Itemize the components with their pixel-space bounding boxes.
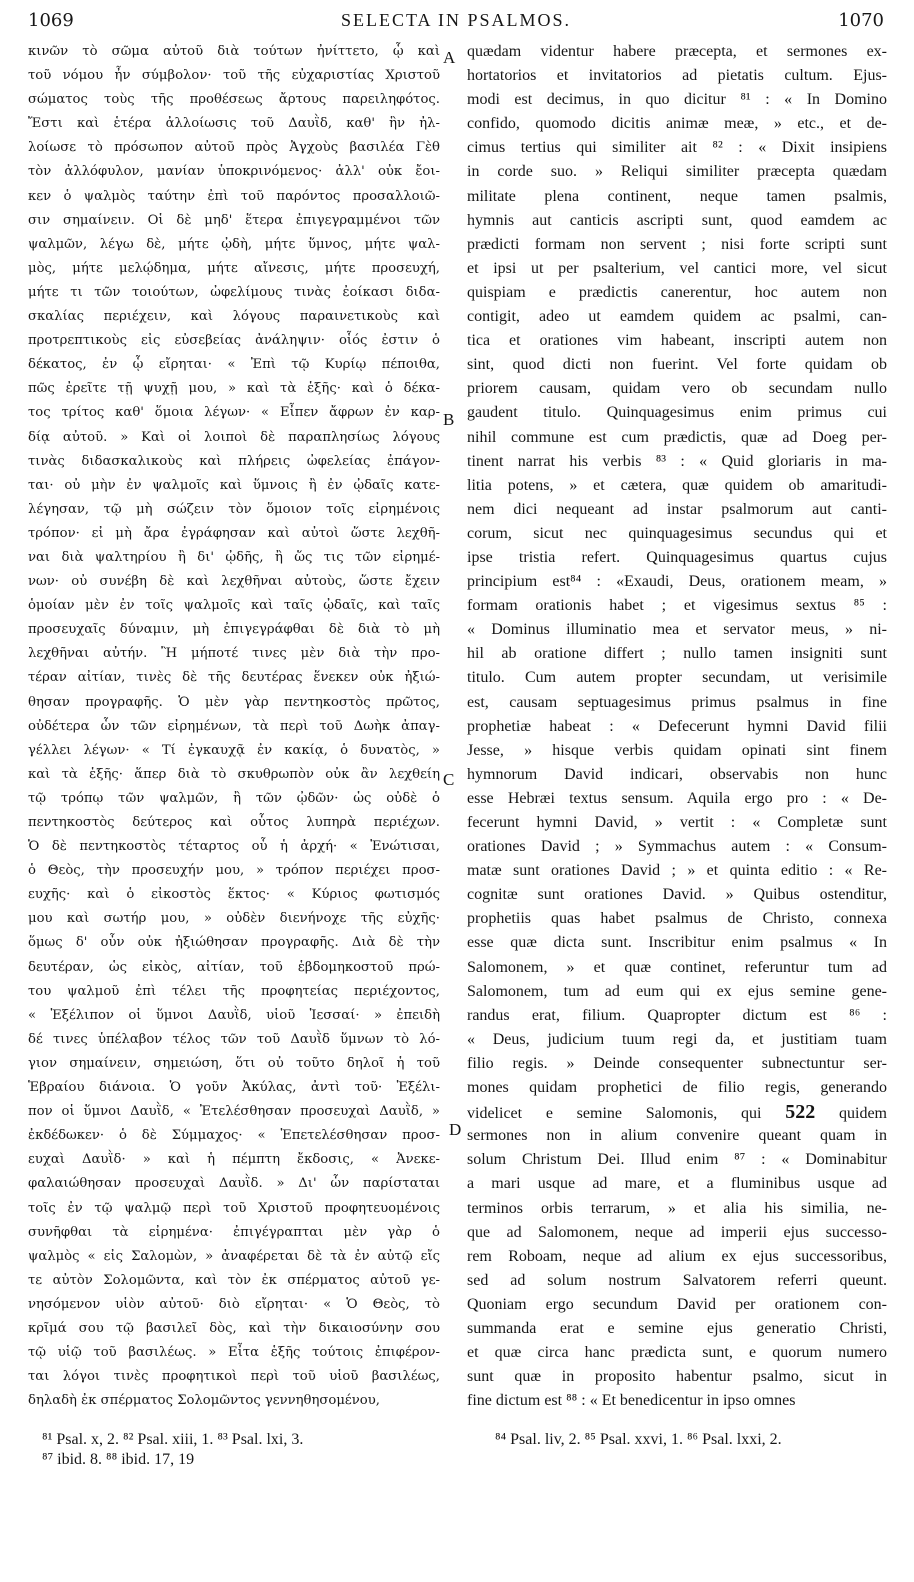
greek-text-line: κρῖμά σου τῷ βασιλεῖ δὸς, καὶ τὴν δικαιοσύνην σου bbox=[28, 1320, 440, 1336]
greek-text-line: φαλαιώθησαν προσευχαὶ Δαυῒδ. » Δι' ὧν παρίσταται bbox=[28, 1176, 440, 1192]
greek-text-line: πον οἱ ὕμνοι Δαυῒδ, « Ἐτελέσθησαν προσευχαὶ Δαυῒδ, » bbox=[28, 1104, 440, 1120]
latin-text-line: prophetiæ habeat : « Defecerunt hymni David filii bbox=[467, 717, 887, 735]
footnote-line: ⁸⁴ Psal. liv, 2. ⁸⁵ Psal. xxvi, 1. ⁸⁶ Psal. lxxi, 2. bbox=[495, 1431, 782, 1448]
page-header bbox=[28, 10, 884, 36]
greek-text-line: τος τρίτος καθ' ὅμοια λέγων· « Εἶπεν ἄφρων ἐν καρ- bbox=[28, 405, 440, 421]
latin-text-line: prophetiis quas habet psalmus de Christo, connexa bbox=[467, 910, 887, 928]
greek-text-line: ὁ Θεὸς, τὴν προσευχήν μου, » τρόπον περιέχει προσ- bbox=[28, 863, 440, 879]
greek-text-line: δευτέραν, ὡς εἰκὸς, αἰτίαν, τοῦ ἑβδομηκοστοῦ πρώ- bbox=[28, 959, 440, 975]
greek-text-line: Ἑβραίου διάνοια. Ὁ γοῦν Ἀκύλας, ἀντὶ τοῦ· Ἐξέλι- bbox=[28, 1080, 440, 1096]
greek-text-line: τε αὐτὸν Σολομῶντα, καὶ τὸν ἐκ σπέρματος αὐτοῦ γε- bbox=[28, 1272, 440, 1288]
greek-text-line: τινὰς διδασκαλικοὺς καὶ πλήρεις ὠφελείας ἐπάγον- bbox=[28, 453, 440, 469]
latin-text-line: est, causam septuagesimus primus psalmus in fine bbox=[467, 693, 887, 711]
greek-text-line: συνῆφθαι τὰ εἰρημένα· ἐπιγέγραπται μὲν γὰρ ὁ bbox=[28, 1224, 440, 1240]
latin-text-line: confido, quomodo dicitis animæ meæ, » etc., et de- bbox=[467, 115, 887, 133]
latin-text-line: solum Christum Dei. Illud enim ⁸⁷ : « Dominabitur bbox=[467, 1151, 887, 1169]
latin-text-line: prædicti formam non servent ; nisi forte scripti sunt bbox=[467, 235, 887, 253]
latin-text-line: que ad Salomonem, neque ad imperii ejus successo- bbox=[467, 1223, 887, 1241]
latin-text-line: nem dici nequeant ad instar psalmorum aut canti- bbox=[467, 500, 887, 518]
greek-text-line: οὐδέτερα ὧν τῶν εἰρημένων, τὰ περὶ τοῦ Δωὴκ ἀπαγ- bbox=[28, 718, 440, 734]
latin-text-line: Quoniam ergo secundum David per orationem con- bbox=[467, 1295, 887, 1313]
latin-text-line: summanda erat e semine ejus generatio Christi, bbox=[467, 1319, 887, 1337]
greek-text-line: Ὁ δὲ πεντηκοστὸς τέταρτος οὗ ἡ ἀρχή· « Ἐνώτισαι, bbox=[28, 839, 440, 855]
latin-text-line: nihil commune est cum prædictis, quæ ad Doeg per- bbox=[467, 428, 887, 446]
greek-text-line: δέκατος, ἐν ᾧ εἴρηται· « Ἐπὶ τῷ Κυρίῳ πέποιθα, bbox=[28, 357, 440, 373]
greek-text-line: ἐκδέδωκεν· ὁ δὲ Σύμμαχος· « Ἐπετελέσθησαν προσ- bbox=[28, 1128, 440, 1144]
latin-text-line: videlicet e semine Salomonis, qui 522 quidem bbox=[467, 1101, 887, 1124]
greek-text-line: Ἔστι καὶ ἑτέρα ἀλλοίωσις τοῦ Δαυῒδ, καθ' ἣν ἠλ- bbox=[28, 116, 440, 132]
greek-text-line: τέραν αἰτίαν, τινὲς δὲ τῆς δευτέρας ἕνεκεν οὐκ ἠξιώ- bbox=[28, 670, 440, 686]
greek-text-line: καὶ τὰ ἑξῆς· ἅπερ διὰ τὸ σκυθρωπὸν οὐκ ἂν λεχθείη bbox=[28, 766, 440, 782]
greek-text-line: ὁμοίαν μὲν ἐν τοῖς ψαλμοῖς καὶ ταῖς ᾠδαῖς, καὶ ταῖς bbox=[28, 598, 440, 614]
latin-text-line: randus erat, filium. Quapropter dictum est ⁸⁶ : bbox=[467, 1006, 887, 1024]
latin-text-line: et quæ circa hanc prædicta sunt, e quorum numero bbox=[467, 1344, 887, 1362]
margin-letter-d: D bbox=[449, 1120, 462, 1139]
running-title: SELECTA IN PSALMOS. bbox=[340, 10, 572, 30]
latin-text-line: esse quæ dicta sunt. Inscribitur enim psalmus « In bbox=[467, 934, 887, 952]
latin-text-line: esse Hebræi textus sensum. Aquila ergo pro : « De- bbox=[467, 789, 887, 807]
greek-text-line: τοῦ νόμου ἦν σύμβολον· τοῦ τῆς εὐχαριστίας Χριστοῦ bbox=[28, 68, 440, 84]
footnotes-right bbox=[495, 1430, 895, 1450]
latin-text-line: militate plena continent, neque tamen psalmis, bbox=[467, 187, 887, 205]
right-page-number: 1070 bbox=[838, 10, 884, 31]
greek-text-line: τὸν ἀλλόφυλον, μανίαν ὑποκρινόμενος· ἀλλ' οὐκ ἔοι- bbox=[28, 164, 440, 180]
latin-text-fragment: quidem bbox=[815, 1105, 887, 1123]
greek-text-column bbox=[28, 40, 440, 1413]
margin-letter-a: A bbox=[443, 48, 456, 67]
greek-text-line: ψαλμὸς « εἰς Σαλομὼν, » ἀναφέρεται δὲ τὰ ἐν αὐτῷ εἴς bbox=[28, 1248, 440, 1264]
greek-text-line: λεχθῆναι αὐτήν. Ἢ μήποτέ τινες μὲν διὰ τὴν προ- bbox=[28, 646, 440, 662]
latin-text-line: hortatorios et invitatorios ad pietatis cultum. Ejus- bbox=[467, 67, 887, 85]
latin-text-line: quædam videntur habere præcepta, et sermones ex- bbox=[467, 43, 887, 60]
latin-text-line: titulo. Cum autem propter secundam, ut verisimile bbox=[467, 669, 887, 687]
greek-text-line: ὅμως δ' οὖν οὐκ ἠξιώθησαν προγραφῆς. Διὰ δὲ τὴν bbox=[28, 935, 440, 951]
greek-text-line: σιν σημαίνειν. Οἱ δὲ μηδ' ἕτερα ἐπιγεγραμμένοι τῶν bbox=[28, 212, 440, 228]
latin-text-line: corum, sicut nec quinquagesimus secundus qui et bbox=[467, 524, 887, 542]
greek-text-line: κεν ὁ ψαλμὸς ταύτην ἐπὶ τοῦ παρόντος προσαλλοιῶ- bbox=[28, 188, 440, 204]
greek-text-line: ναι διὰ ψαλτηρίου ἢ δι' ᾠδῆς, ἢ ὥς τις τῶν εἰρημέ- bbox=[28, 549, 440, 565]
latin-text-line: matæ sunt orationes David ; » et quinta editio : « Re- bbox=[467, 862, 887, 880]
greek-text-line: μὸς, μήτε μελῴδημα, μήτε αἴνεσις, μήτε προσευχή, bbox=[28, 260, 440, 276]
greek-text-line: γιον σημαίνειν, σημειώση, ὅτι οὐ τοῦτο δηλοῖ ἡ τοῦ bbox=[28, 1055, 440, 1071]
greek-text-line: του ψαλμοῦ ἐπὶ τέλει τῆς προφητείας περιέχοντος, bbox=[28, 983, 440, 999]
greek-text-line: τῷ τρόπῳ τῶν ψαλμῶν, ἢ τῶν ᾠδῶν· ὡς οὐδὲ ὁ bbox=[28, 790, 440, 806]
column-number: 522 bbox=[785, 1101, 816, 1124]
greek-text-line: νων· οὐ συνέβη δὲ καὶ λεχθῆναι αὐτοὺς, ὥστε ἔχειν bbox=[28, 574, 440, 590]
greek-text-line: σκαλίας περιέχειν, καὶ λόγους παραινετικοὺς καὶ bbox=[28, 309, 440, 325]
latin-text-line: sed ad solum nostrum Salvatorem referri queunt. bbox=[467, 1271, 887, 1289]
latin-text-line: sermones non in alium convenire queant quam in bbox=[467, 1127, 887, 1145]
latin-text-line: terminos orbis terrarum, » et alia his similia, ne- bbox=[467, 1199, 887, 1217]
footnote-line: ⁸⁷ ibid. 8. ⁸⁸ ibid. 17, 19 bbox=[42, 1451, 195, 1468]
greek-text-line: δέ τινες ὑπέλαβον τέλος τῶν τοῦ Δαυῒδ ὕμνων τὸ λό- bbox=[28, 1031, 440, 1047]
latin-text-line: modi est decimus, in quo dicitur ⁸¹ : « In Domino bbox=[467, 91, 887, 109]
latin-text-line: gaudent titulo. Quinquagesimus enim primus cui bbox=[467, 404, 887, 422]
latin-text-line: fine dictum est ⁸⁸ : « Et benedicentur in ipso omnes bbox=[467, 1392, 796, 1410]
latin-text-line: hymnorum David indicari, observabis non hunc bbox=[467, 765, 887, 783]
greek-text-line: θησαν προγραφῆς. Ὁ μὲν γὰρ πεντηκοστὸς πρῶτος, bbox=[28, 694, 440, 710]
greek-text-line: μου καὶ σωτήρ μου, » οὐδὲν διενήνοχε τῆς εὐχῆς· bbox=[28, 911, 440, 927]
latin-text-line: et ipsi ut per psalterium, vel cantici more, vel sicut bbox=[467, 259, 887, 277]
greek-text-line: τῷ υἱῷ τοῦ βασιλέως. » Εἶτα ἑξῆς τούτοις ἐπιφέρον- bbox=[28, 1345, 440, 1361]
greek-text-line: πῶς ἐρεῖτε τῇ ψυχῇ μου, » καὶ τὰ ἑξῆς· καὶ ὁ δέκα- bbox=[28, 381, 440, 397]
left-page-number: 1069 bbox=[28, 10, 74, 31]
latin-text-line: quispiam e prædictis canerentur, hoc autem non bbox=[467, 283, 887, 301]
latin-text-line: contigit, adeo ut eamdem quidem ac psalmi, can- bbox=[467, 308, 887, 326]
greek-text-line: γέλλει λέγων· « Τί ἐγκαυχᾷ ἐν κακίᾳ, ὁ δυνατὸς, » bbox=[28, 742, 440, 758]
latin-text-line: priorem causam, quidam vero ob secundam nullo bbox=[467, 380, 887, 398]
greek-text-line: ται· οὐ μὴν ἐν ψαλμοῖς καὶ ὕμνοις ἢ ἐν ᾠδαῖς κατε- bbox=[28, 477, 440, 493]
latin-text-line: Salomonem, » et quæ continet, referuntur tum ad bbox=[467, 958, 887, 976]
latin-text-line: « Dominus illuminatio mea et servator meus, » ni- bbox=[467, 621, 887, 639]
greek-text-line: τοῖς ἐν τῷ ψαλμῷ περὶ τοῦ Χριστοῦ προφητευομένοις bbox=[28, 1200, 440, 1216]
latin-text-column bbox=[467, 40, 887, 1413]
greek-text-line: λοίωσε τὸ πρόσωπον αὐτοῦ πρὸς Ἀγχοὺς βασιλέα Γὲθ bbox=[28, 140, 440, 156]
greek-text-line: νησόμενον υἱὸν αὐτοῦ· διὸ εἴρηται· « Ὁ Θεὸς, τὸ bbox=[28, 1296, 440, 1312]
greek-text-line: ψαλμῶν, λέγω δὲ, μήτε ᾠδὴ, μήτε ὕμνος, μήτε ψαλ- bbox=[28, 236, 440, 252]
greek-text-line: τρόπον· εἰ μὴ ἄρα ἐγράφησαν καὶ αὐτοὶ ὥστε λεχθῆ- bbox=[28, 525, 440, 541]
greek-text-line: μήτε τι τῶν τοιούτων, ὠφελίμους τινὰς ἐοίκασι διδα- bbox=[28, 284, 440, 300]
latin-text-line: hil ab oratione differt ; nullo tamen insigniti sunt bbox=[467, 645, 887, 663]
greek-text-line: κινῶν τὸ σῶμα αὐτοῦ διὰ τούτων ἠνίττετο, ᾧ καὶ bbox=[28, 44, 440, 59]
latin-text-line: tica et orationes vim habeant, inscripti autem non bbox=[467, 332, 887, 350]
greek-text-line: δηλαδὴ ἐκ σπέρματος Σολομῶντος γεννηθησομένου, bbox=[28, 1393, 380, 1409]
greek-text-line: προτρεπτικοὺς εἰς εὐσεβείας ἀνάληψιν· οἷός ἐστιν ὁ bbox=[28, 333, 440, 349]
latin-text-line: « Deus, judicium tuum regi da, et justitiam tuam bbox=[467, 1030, 887, 1048]
latin-text-line: cimus tertius qui similiter ait ⁸² : « Dixit insipiens bbox=[467, 139, 887, 157]
latin-text-line: orationes David ; » Symmachus autem : « Consum- bbox=[467, 838, 887, 856]
latin-text-line: litia potens, » et cætera, quæ quidem ob amaritudi- bbox=[467, 476, 887, 494]
greek-text-line: δίᾳ αὐτοῦ. » Καὶ οἱ λοιποὶ δὲ παραπλησίως λόγους bbox=[28, 429, 440, 445]
latin-text-line: fecerunt hymni David, » vertit : « Completæ sunt bbox=[467, 814, 887, 831]
margin-letter-b: B bbox=[443, 410, 455, 429]
latin-text-line: a mari usque ad mare, et a fluminibus usque ad bbox=[467, 1175, 887, 1193]
latin-text-line: mones quidam prophetici de filio regis, generando bbox=[467, 1079, 887, 1097]
latin-text-line: principium est⁸⁴ : «Exaudi, Deus, orationem meam, » bbox=[467, 573, 887, 591]
latin-text-line: sunt quæ in proposito habentur psalmo, sicut in bbox=[467, 1368, 887, 1386]
footnote-line: ⁸¹ Psal. x, 2. ⁸² Psal. xiii, 1. ⁸³ Psal. lxi, 3. bbox=[42, 1431, 304, 1448]
margin-letter-c: C bbox=[443, 770, 455, 789]
latin-text-line: filio regis. » Deinde consequenter subnectuntur ser- bbox=[467, 1054, 887, 1072]
greek-text-line: λέγησαν, τῷ μὴ σώζειν τὸν ὅμοιον τοῖς εἰρημένοις bbox=[28, 501, 440, 517]
latin-text-line: hymnis aut canticis ascripti sunt, quod eamdem ac bbox=[467, 211, 887, 229]
greek-text-line: ευχαὶ Δαυῒδ· » καὶ ἡ πέμπτη ἔκδοσις, « Ἀνεκε- bbox=[28, 1152, 440, 1168]
latin-text-line: ipse tristia refert. Quinquagesimus quartus cujus bbox=[467, 548, 887, 566]
latin-text-line: in corde suo. » Reliqui similiter præcepta quædam bbox=[467, 163, 887, 181]
greek-text-line: ται λόγοι τινὲς προφητικοὶ περὶ τοῦ υἱοῦ βασιλέως, bbox=[28, 1369, 440, 1385]
greek-text-line: « Ἐξέλιπον οἱ ὕμνοι Δαυῒδ, υἱοῦ Ἰεσσαί· » ἐπειδὴ bbox=[28, 1007, 440, 1023]
footnotes-left bbox=[42, 1430, 462, 1470]
greek-text-line: ευχῆς· καὶ ὁ εἰκοστὸς ἕκτος· « Κύριος φωτισμός bbox=[28, 887, 440, 903]
latin-text-line: tinent narrat his verbis ⁸³ : « Quid gloriaris in ma- bbox=[467, 452, 887, 470]
footnotes bbox=[28, 1430, 884, 1490]
greek-text-line: πεντηκοστὸς δεύτερος καὶ οὗτος λυπηρὰ περιέχων. bbox=[28, 815, 440, 830]
latin-text-line: Salomonem, tum ad eum qui ex ejus semine gene- bbox=[467, 982, 887, 1000]
latin-text-line: cognitæ sunt orationes David. » Quibus ostenditur, bbox=[467, 886, 887, 904]
latin-text-line: formam orationis habet ; et vigesimus sextus ⁸⁵ : bbox=[467, 597, 887, 615]
latin-text-line: Jesse, » hisque verbis quidam opinati sint finem bbox=[467, 741, 887, 759]
latin-text-line: sint, quod dicti non fuerint. Vel forte quidam ob bbox=[467, 356, 887, 374]
latin-text-line: rem Roboam, neque ad alium ex ejus successoribus, bbox=[467, 1247, 887, 1265]
greek-text-line: σώματος τοὺς τῆς προθέσεως ἄρτους παρειληφότος. bbox=[28, 92, 440, 108]
greek-text-line: προσευχαῖς δύναμιν, μὴ ἐπιγεγράφθαι δὲ διὰ τὸ μὴ bbox=[28, 622, 440, 638]
